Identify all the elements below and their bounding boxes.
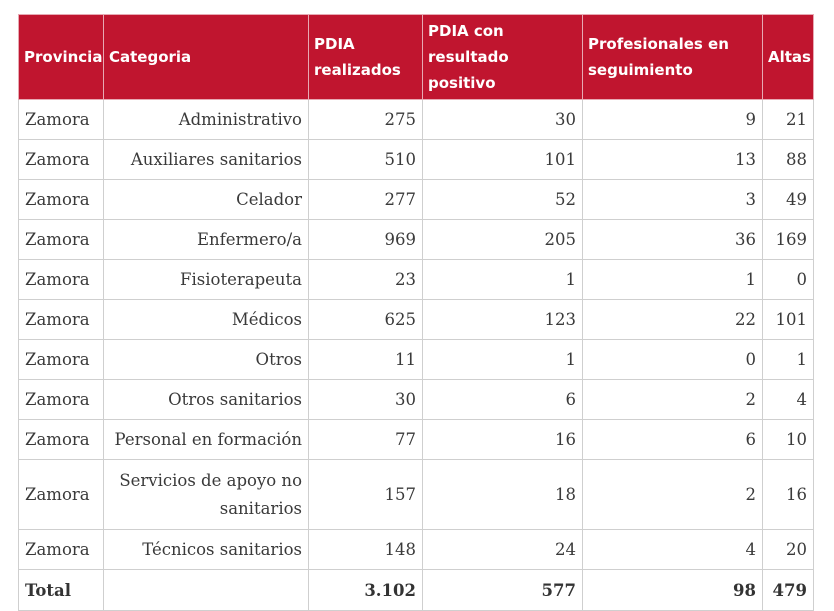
cell-pdia: 510 bbox=[309, 140, 423, 180]
cell-categoria: Auxiliares sanitarios bbox=[104, 140, 309, 180]
cell-pdia: 625 bbox=[309, 300, 423, 340]
cell-altas: 4 bbox=[763, 380, 814, 420]
table-row bbox=[19, 420, 814, 460]
cell-positivo: 30 bbox=[423, 100, 583, 140]
cell-seguimiento: 2 bbox=[583, 460, 763, 530]
cell-positivo: 1 bbox=[423, 340, 583, 380]
cell-categoria: Enfermero/a bbox=[104, 220, 309, 260]
cell-seguimiento: 6 bbox=[583, 420, 763, 460]
cell-positivo: 6 bbox=[423, 380, 583, 420]
total-row bbox=[19, 570, 814, 611]
table-row bbox=[19, 260, 814, 300]
cell-provincia: Zamora bbox=[19, 300, 104, 340]
cell-provincia: Zamora bbox=[19, 260, 104, 300]
cell-pdia: 77 bbox=[309, 420, 423, 460]
total-altas: 479 bbox=[763, 570, 814, 611]
total-pdia: 3.102 bbox=[309, 570, 423, 611]
cell-positivo: 101 bbox=[423, 140, 583, 180]
cell-pdia: 969 bbox=[309, 220, 423, 260]
cell-categoria: Otros bbox=[104, 340, 309, 380]
cell-positivo: 123 bbox=[423, 300, 583, 340]
header-provincia: Provincia bbox=[19, 15, 104, 100]
cell-provincia: Zamora bbox=[19, 100, 104, 140]
header-categoria: Categoria bbox=[104, 15, 309, 100]
cell-altas: 101 bbox=[763, 300, 814, 340]
header-altas: Altas bbox=[763, 15, 814, 100]
cell-altas: 1 bbox=[763, 340, 814, 380]
cell-categoria: Fisioterapeuta bbox=[104, 260, 309, 300]
cell-seguimiento: 1 bbox=[583, 260, 763, 300]
total-seguimiento: 98 bbox=[583, 570, 763, 611]
cell-altas: 10 bbox=[763, 420, 814, 460]
total-label: Total bbox=[19, 570, 104, 611]
table-row bbox=[19, 300, 814, 340]
table-row bbox=[19, 380, 814, 420]
cell-categoria: Personal en formación bbox=[104, 420, 309, 460]
cell-categoria: Médicos bbox=[104, 300, 309, 340]
cell-seguimiento: 2 bbox=[583, 380, 763, 420]
table-row bbox=[19, 140, 814, 180]
cell-pdia: 11 bbox=[309, 340, 423, 380]
cell-provincia: Zamora bbox=[19, 460, 104, 530]
cell-categoria: Servicios de apoyo no sanitarios bbox=[104, 460, 309, 530]
cell-categoria: Celador bbox=[104, 180, 309, 220]
cell-seguimiento: 9 bbox=[583, 100, 763, 140]
cell-pdia: 275 bbox=[309, 100, 423, 140]
cell-pdia: 23 bbox=[309, 260, 423, 300]
cell-provincia: Zamora bbox=[19, 140, 104, 180]
cell-provincia: Zamora bbox=[19, 380, 104, 420]
cell-altas: 169 bbox=[763, 220, 814, 260]
cell-positivo: 205 bbox=[423, 220, 583, 260]
cell-altas: 49 bbox=[763, 180, 814, 220]
cell-positivo: 1 bbox=[423, 260, 583, 300]
cell-seguimiento: 36 bbox=[583, 220, 763, 260]
cell-seguimiento: 13 bbox=[583, 140, 763, 180]
table-row bbox=[19, 530, 814, 570]
cell-positivo: 24 bbox=[423, 530, 583, 570]
table-header bbox=[19, 15, 814, 100]
cell-categoria: Técnicos sanitarios bbox=[104, 530, 309, 570]
cell-positivo: 16 bbox=[423, 420, 583, 460]
cell-altas: 16 bbox=[763, 460, 814, 530]
cell-categoria: Administrativo bbox=[104, 100, 309, 140]
table-row bbox=[19, 100, 814, 140]
cell-pdia: 277 bbox=[309, 180, 423, 220]
cell-provincia: Zamora bbox=[19, 340, 104, 380]
cell-pdia: 148 bbox=[309, 530, 423, 570]
cell-pdia: 30 bbox=[309, 380, 423, 420]
cell-altas: 0 bbox=[763, 260, 814, 300]
cell-pdia: 157 bbox=[309, 460, 423, 530]
cell-provincia: Zamora bbox=[19, 180, 104, 220]
cell-provincia: Zamora bbox=[19, 530, 104, 570]
table-row bbox=[19, 180, 814, 220]
cell-altas: 88 bbox=[763, 140, 814, 180]
cell-seguimiento: 3 bbox=[583, 180, 763, 220]
header-pdia-realizados: PDIA realizados bbox=[309, 15, 423, 100]
total-categoria bbox=[104, 570, 309, 611]
data-table bbox=[18, 14, 814, 611]
cell-seguimiento: 22 bbox=[583, 300, 763, 340]
table-row bbox=[19, 340, 814, 380]
header-profesionales-seguimiento: Profesionales en seguimiento bbox=[583, 15, 763, 100]
cell-categoria: Otros sanitarios bbox=[104, 380, 309, 420]
table-row bbox=[19, 460, 814, 530]
cell-seguimiento: 4 bbox=[583, 530, 763, 570]
cell-positivo: 52 bbox=[423, 180, 583, 220]
cell-altas: 21 bbox=[763, 100, 814, 140]
cell-positivo: 18 bbox=[423, 460, 583, 530]
cell-altas: 20 bbox=[763, 530, 814, 570]
table-row bbox=[19, 220, 814, 260]
header-row bbox=[19, 15, 814, 100]
cell-provincia: Zamora bbox=[19, 420, 104, 460]
total-positivo: 577 bbox=[423, 570, 583, 611]
table-body bbox=[19, 100, 814, 611]
header-pdia-positivo: PDIA con resultado positivo bbox=[423, 15, 583, 100]
cell-provincia: Zamora bbox=[19, 220, 104, 260]
cell-seguimiento: 0 bbox=[583, 340, 763, 380]
